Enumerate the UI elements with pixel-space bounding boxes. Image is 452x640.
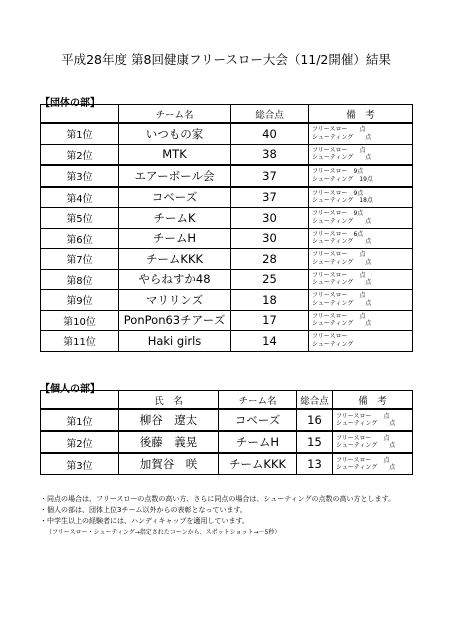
remark-shooting: シューティング <box>312 340 354 348</box>
individual-results-table <box>40 390 413 475</box>
remarks-cell <box>333 453 413 475</box>
table-row <box>41 165 413 187</box>
score-cell: 37 <box>231 187 309 208</box>
remark-free-throw: フリースロー 9点 <box>312 168 364 176</box>
score-cell: 30 <box>231 208 309 229</box>
remark-free-throw: フリースロー 点 <box>336 434 390 442</box>
person-name-cell: 柳谷 遼太 <box>119 409 219 431</box>
team-name-cell: コベーズ <box>119 187 231 208</box>
rank-cell: 第8位 <box>41 269 119 290</box>
header-rank <box>41 391 119 410</box>
remarks-cell <box>309 331 413 352</box>
rank-cell: 第2位 <box>41 144 119 165</box>
footnote-handicap-detail: （フリースロー・シューティング→指定されたコーンから、スポットショット→－5秒） <box>46 529 281 536</box>
score-cell: 25 <box>231 269 309 290</box>
individual-section-label: 【個人の部】 <box>40 384 100 395</box>
footnote-individual: ・個人の部は、団体上位3チーム以外からの表彰となっています。 <box>40 506 247 514</box>
rank-cell: 第11位 <box>41 331 119 352</box>
remark-shooting: シューティング 点 <box>312 320 372 328</box>
remark-free-throw: フリースロー 9点 <box>312 189 364 197</box>
score-cell: 17 <box>231 310 309 331</box>
team-name-cell: Haki girls <box>119 331 231 352</box>
header-total-score: 総合点 <box>297 391 333 410</box>
remark-free-throw: フリースロー 点 <box>336 412 390 420</box>
score-cell: 14 <box>231 331 309 352</box>
rank-cell: 第6位 <box>41 228 119 249</box>
remark-free-throw: フリースロー 点 <box>312 146 366 154</box>
remarks-cell <box>309 269 413 290</box>
remarks-cell <box>309 123 413 144</box>
footnote-tiebreak: ・同点の場合は、フリースローの点数の高い方、さらに同点の場合は、シューティングの点数の高い方とします。 <box>40 495 395 503</box>
remark-shooting: シューティング 19点 <box>312 175 373 183</box>
remark-shooting: シューティング 点 <box>336 464 396 471</box>
rank-cell: 第1位 <box>41 409 119 431</box>
remark-free-throw: フリースロー 点 <box>312 251 366 259</box>
footnote-handicap: ・中学生以上の経験者には、ハンディキャップを適用しています。 <box>40 517 249 525</box>
table-row <box>41 123 413 144</box>
table-row <box>41 187 413 208</box>
remark-shooting: シューティング 点 <box>336 420 396 427</box>
team-name-cell: コベーズ <box>219 409 297 431</box>
remarks-cell <box>309 249 413 270</box>
remark-shooting: シューティング 点 <box>312 279 372 287</box>
remark-free-throw: フリースロー <box>312 333 348 341</box>
remark-shooting: シューティング 点 <box>312 133 372 141</box>
remark-shooting: シューティング 18点 <box>312 197 373 205</box>
rank-cell: 第3位 <box>41 453 119 475</box>
score-cell: 18 <box>231 290 309 311</box>
header-remarks: 備 考 <box>309 105 413 124</box>
score-cell: 28 <box>231 249 309 270</box>
remark-shooting: シューティング 点 <box>312 154 372 162</box>
team-name-cell: チームH <box>219 431 297 453</box>
header-remarks: 備 考 <box>333 391 413 410</box>
remarks-cell <box>309 228 413 249</box>
remark-shooting: シューティング 点 <box>312 238 372 246</box>
score-cell: 15 <box>297 431 333 453</box>
remark-free-throw: フリースロー 6点 <box>312 230 364 238</box>
page-title: 平成28年度 第8回健康フリースロー大会（11/2開催）結果 <box>61 52 391 67</box>
remark-free-throw: フリースロー 点 <box>312 126 366 134</box>
score-cell: 13 <box>297 453 333 475</box>
rank-cell: 第7位 <box>41 249 119 270</box>
header-team-name: チーム名 <box>219 391 297 410</box>
remark-shooting: シューティング 点 <box>312 258 372 266</box>
remarks-cell <box>309 144 413 165</box>
person-name-cell: 加賀谷 咲 <box>119 453 219 475</box>
team-name-cell: チームK <box>119 208 231 229</box>
person-name-cell: 後藤 義晃 <box>119 431 219 453</box>
rank-cell: 第1位 <box>41 123 119 144</box>
remark-free-throw: フリースロー 点 <box>312 312 366 320</box>
team-name-cell: エアーボール会 <box>119 165 231 187</box>
score-cell: 40 <box>231 123 309 144</box>
table-row <box>41 290 413 311</box>
score-cell: 30 <box>231 228 309 249</box>
header-rank <box>41 105 119 124</box>
rank-cell: 第3位 <box>41 165 119 187</box>
table-row <box>41 453 413 475</box>
remark-shooting: シューティング 点 <box>312 217 372 225</box>
rank-cell: 第5位 <box>41 208 119 229</box>
remarks-cell <box>333 431 413 453</box>
table-row <box>41 208 413 229</box>
team-name-cell: やらねすか48 <box>119 269 231 290</box>
remarks-cell <box>309 165 413 187</box>
remarks-cell <box>309 290 413 311</box>
team-results-table <box>40 104 413 352</box>
rank-cell: 第2位 <box>41 431 119 453</box>
team-name-cell: PonPon63チアーズ <box>119 310 231 331</box>
rank-cell: 第9位 <box>41 290 119 311</box>
table-row <box>41 228 413 249</box>
table-row <box>41 144 413 165</box>
table-row <box>41 409 413 431</box>
team-name-cell: いつもの家 <box>119 123 231 144</box>
remark-free-throw: フリースロー 9点 <box>312 210 364 218</box>
rank-cell: 第4位 <box>41 187 119 208</box>
table-row <box>41 310 413 331</box>
table-row <box>41 269 413 290</box>
remarks-cell <box>309 187 413 208</box>
header-total-score: 総合点 <box>231 105 309 124</box>
rank-cell: 第10位 <box>41 310 119 331</box>
team-name-cell: マリリンズ <box>119 290 231 311</box>
remarks-cell <box>309 310 413 331</box>
team-section-label: 【団体の部】 <box>40 98 100 109</box>
team-name-cell: チームKKK <box>219 453 297 475</box>
remarks-cell <box>309 208 413 229</box>
remark-shooting: シューティング 点 <box>312 299 372 307</box>
remark-shooting: シューティング 点 <box>336 442 396 449</box>
team-name-cell: MTK <box>119 144 231 165</box>
table-row <box>41 431 413 453</box>
score-cell: 37 <box>231 165 309 187</box>
footnotes <box>40 494 440 538</box>
header-person-name: 氏 名 <box>119 391 219 410</box>
table-row <box>41 331 413 352</box>
score-cell: 38 <box>231 144 309 165</box>
table-row <box>41 249 413 270</box>
header-team-name: チーム名 <box>119 105 231 124</box>
remark-free-throw: フリースロー 点 <box>312 292 366 300</box>
team-name-cell: チームH <box>119 228 231 249</box>
remarks-cell <box>333 409 413 431</box>
team-name-cell: チームKKK <box>119 249 231 270</box>
score-cell: 16 <box>297 409 333 431</box>
remark-free-throw: フリースロー 点 <box>312 271 366 279</box>
remark-free-throw: フリースロー 点 <box>336 456 390 464</box>
